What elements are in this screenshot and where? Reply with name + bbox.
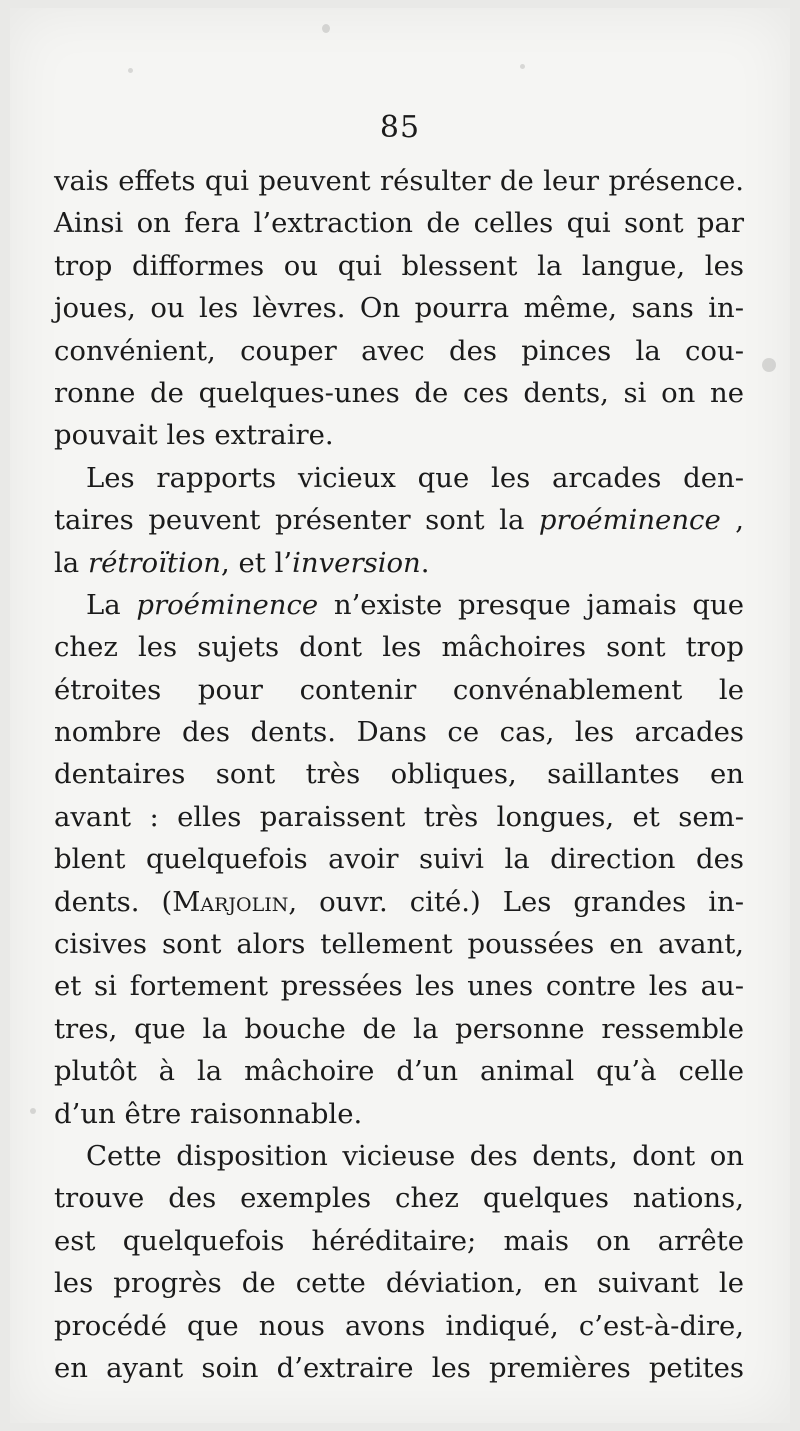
- text-line: tres, que la bouche de la personne ressemble: [54, 1012, 744, 1045]
- ink-speck: [762, 358, 776, 372]
- text-line: Ainsi on fera l’extraction de celles qui sont par: [54, 207, 744, 240]
- text-line: d’un être raisonnable.: [54, 1097, 363, 1130]
- text-line: cisives sont alors tellement poussées en avant,: [54, 928, 744, 961]
- text-line: la rétroïtion, et l’inversion.: [54, 546, 430, 579]
- text-line: joues, ou les lèvres. On pourra même, sans in-: [54, 292, 744, 325]
- page-number: 85: [379, 110, 421, 145]
- text-line: dents. (Marjolin, ouvr. cité.) Les grandes in-: [54, 885, 745, 918]
- text-line: trouve des exemples chez quelques nations,: [54, 1182, 744, 1215]
- text-line: et si fortement pressées les unes contre les au-: [54, 970, 744, 1003]
- text-line: La proéminence n’existe presque jamais que: [86, 588, 744, 621]
- text-line: avant : elles paraissent très longues, et sem-: [54, 800, 744, 833]
- text-line: chez les sujets dont les mâchoires sont trop: [54, 631, 744, 664]
- text-line: procédé que nous avons indiqué, c’est-à-dire,: [54, 1309, 744, 1342]
- ink-speck: [520, 64, 525, 69]
- text-line: ronne de quelques-unes de ces dents, si on ne: [54, 376, 744, 409]
- text-line: vais effets qui peuvent résulter de leur présence.: [54, 165, 744, 197]
- ink-speck: [30, 1108, 36, 1114]
- text-line: trop difformes ou qui blessent la langue, les: [54, 249, 744, 282]
- italic-term: inversion: [292, 546, 421, 579]
- text-line: blent quelquefois avoir suivi la direction des: [54, 843, 744, 876]
- text-line: étroites pour contenir convénablement le: [54, 673, 744, 706]
- text-line: plutôt à la mâchoire d’un animal qu’à celle: [54, 1055, 744, 1088]
- text-line: taires peuvent présenter sont la proéminence ,: [54, 504, 745, 537]
- text-line: est quelquefois héréditaire; mais on arrête: [54, 1224, 744, 1257]
- ink-speck: [128, 68, 133, 73]
- author-name: Marjolin: [172, 885, 289, 918]
- text-line: pouvait les extraire.: [54, 419, 334, 452]
- italic-term: rétroïtion: [87, 546, 222, 579]
- italic-term: proéminence: [538, 504, 721, 537]
- text-line: Cette disposition vicieuse des dents, dont on: [86, 1139, 744, 1172]
- text-line: dentaires sont très obliques, saillantes en: [54, 758, 744, 791]
- text-line: les progrès de cette déviation, en suivant le: [54, 1267, 744, 1300]
- text-line: convénient, couper avec des pinces la cou-: [54, 334, 744, 367]
- ink-speck: [322, 24, 330, 33]
- text-line: Les rapports vicieux que les arcades den-: [86, 461, 744, 494]
- body-text: [54, 160, 744, 1389]
- italic-term: proéminence: [136, 588, 319, 621]
- text-line: nombre des dents. Dans ce cas, les arcades: [54, 716, 744, 749]
- text-line: en ayant soin d’extraire les premières petites: [54, 1351, 744, 1384]
